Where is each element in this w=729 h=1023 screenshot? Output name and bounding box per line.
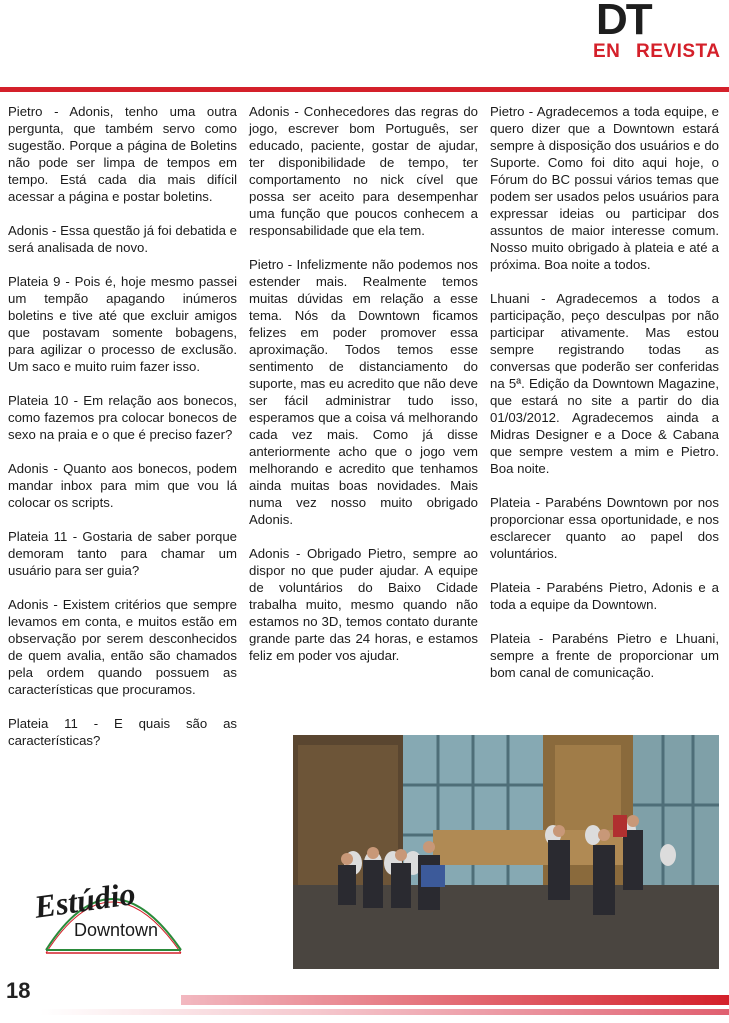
footer-bar xyxy=(181,995,729,1005)
paragraph: Adonis - Conhecedores das regras do jogo, escrever bom Português, ser educado, paciente, gostar de ajudar, ter disponibilidade de tempo, ter comportamento no nick cível que possa ser aceito para desempenhar uma função que poucos conhecem a responsabilidade que ela tem. xyxy=(249,104,478,238)
section-logo-revista: REVISTA xyxy=(636,41,721,62)
paragraph: Plateia - Parabéns Pietro e Lhuani, sempre a frente de proporcionar um bom canal de comunicação. xyxy=(490,631,719,680)
column-3 xyxy=(490,103,719,698)
paragraph: Plateia 11 - E quais são as características? xyxy=(8,716,237,748)
studio-word-1: Estúdio xyxy=(32,875,138,925)
studio-downtown-logo xyxy=(16,858,206,958)
paragraph: Lhuani - Agradecemos a todos a participação, peço desculpas por não participar ativamente. Mas estou sempre registrando todas as conversas que poderão ser conferidas na 5ª. Edição da Downtown Magazine, que estará no site a partir do dia 01/03/2012. Agradecemos ainda a Midras Designer e a Doce & Cabana que sempre vestem a mim e Pietro. Boa noite. xyxy=(490,291,719,476)
paragraph: Pietro - Agradecemos a toda equipe, e quero dizer que a Downtown estará sempre à disposição dos usuários e do Suporte. Como foi dito aqui hoje, o Fórum do BC possui vários temas que podem ser usados pelos usuários para expressar ideias ou participar dos assuntos de maior interesse comum. Nosso muito obrigado à plateia e até a próxima. Boa noite a todos. xyxy=(490,104,719,272)
studio-word-2: Downtown xyxy=(74,920,159,940)
paragraph: Adonis - Essa questão já foi debatida e será analisada de novo. xyxy=(8,223,237,255)
header-rule xyxy=(0,87,729,92)
paragraph: Adonis - Obrigado Pietro, sempre ao dispor no que puder ajudar. A equipe de voluntários do Baixo Cidade trabalha muito, mesmo quando não estamos no 3D, temos contato durante grande parte das 24 horas, e estamos feliz em poder vos ajudar. xyxy=(249,546,478,663)
paragraph: Plateia - Parabéns Pietro, Adonis e a toda a equipe da Downtown. xyxy=(490,580,719,612)
paragraph: Plateia 9 - Pois é, hoje mesmo passei um tempão apagando inúmeros boletins e tive até que excluir amigos que postavam somente bobagens, para agilizar o processo de exclusão. Um saco e muito ruim fazer isso. xyxy=(8,274,237,374)
column-1 xyxy=(8,103,237,766)
paragraph: Plateia 11 - Gostaria de saber porque demoram tanto para chamar um usuário para ser guia? xyxy=(8,529,237,578)
column-2 xyxy=(249,103,478,681)
paragraph: Plateia - Parabéns Downtown por nos proporcionar essa oportunidade, e nos esclarecer quanto ao papel dos voluntários. xyxy=(490,495,719,561)
page-number: 18 xyxy=(6,978,31,1003)
paragraph: Adonis - Existem critérios que sempre levamos em conta, e muitos estão em observação por serem desconhecidos de quem avalia, então são chamados pela ordem quando possuem as características que procuramos. xyxy=(8,597,237,697)
paragraph: Pietro - Infelizmente não podemos nos estender mais. Realmente temos muitas dúvidas em relação a esse tema. Nós da Downtown ficamos felizes em poder promover essa aproximação. Todos temos esse sentimento de distanciamento do suporte, mas eu acredito que não deve ser fácil administrar tudo isso, esperamos que a coisa vá melhorando cada vez mais. Como já disse anteriormente acho que o jogo vem melhorando e acredito que tenhamos ainda muitas boas novidades. Mais numa vez nosso muito obrigado Adonis. xyxy=(249,257,478,527)
magazine-logo: DT xyxy=(596,0,651,44)
paragraph: Plateia 10 - Em relação aos bonecos, como fazemos pra colocar bonecos de sexo na praia e o que é preciso fazer? xyxy=(8,393,237,442)
footer-bar-secondary xyxy=(40,1009,729,1015)
event-photo xyxy=(293,735,719,969)
section-logo-en: EN xyxy=(593,41,621,62)
paragraph: Pietro - Adonis, tenho uma outra pergunta, que também servo como sugestão. Porque a página de Boletins não pode ser limpa de tempos em tempo. Está cada dia mais difícil acessar a página e postar boletins. xyxy=(8,104,237,204)
paragraph: Adonis - Quanto aos bonecos, podem mandar inbox para mim que vou lá colocar os scripts. xyxy=(8,461,237,510)
